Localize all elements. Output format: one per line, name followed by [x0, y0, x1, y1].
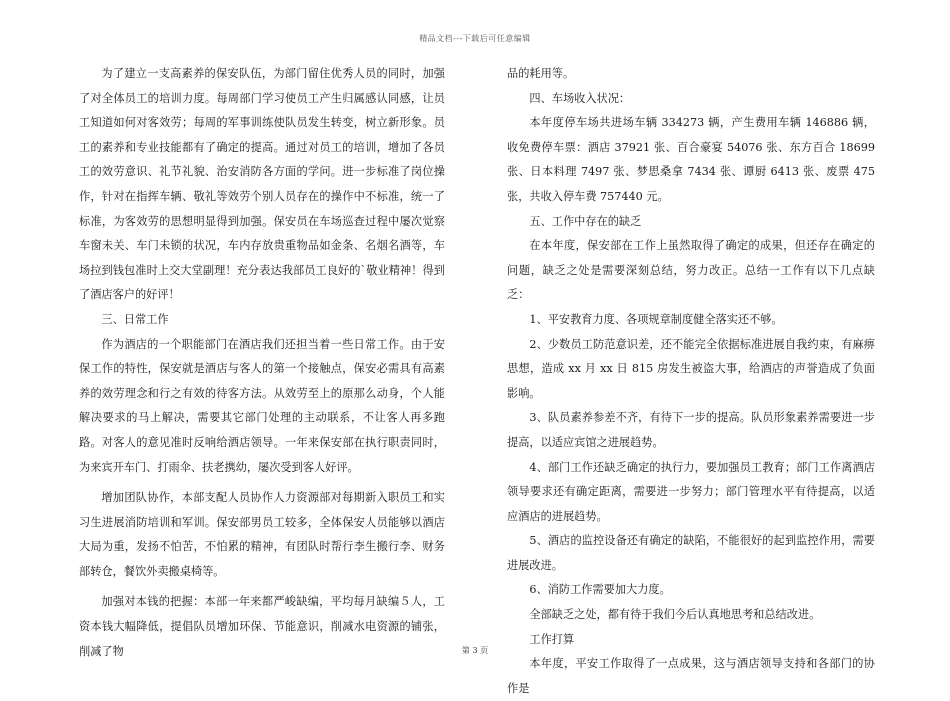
- section-heading: 工作打算: [529, 632, 575, 646]
- paragraph: 为了建立一支高素养的保安队伍，为部门留住优秀人员的同时，加强了对全体员工的培训力度。每周部门学习使员工产生归属感认同感，让员工知道如何对客效劳；每周的军事训练使队员发生转变，树立新形象。员工的素养和专业技能都有了确定的提高。通过对员工的培训，增加了各员工的效劳意识、礼节礼貌、治安消防各方面的学问。进一步标准了岗位操作，针对在指挥车辆、敬礼等效劳个别人员存在的操作中不标准，统一了标准，为客效劳的思想明显得到加强。保安员在车场巡查过程中屡次觉察车窗未关、车门未锁的状况，车内存放贵重物品如金条、名烟名酒等，车场拉到钱包准时上交大堂副理！充分表达我部员工良好的`敬业精神！得到了酒店客户的好评！: [79, 67, 445, 302]
- paragraph: 作为酒店的一个职能部门在酒店我们还担当着一些日常工作。由于安保工作的特性，保安就是酒店与客人的第一个接触点，保安必需具有高素养的效劳理念和行之有效的待客方法。从效劳至上的原那么动身，个人能解决要求的马上解决，需要其它部门处理的主动联系，不让客人再多跑路。对客人的意见准时反响给酒店领导。一年来保安部在执行职责同时，为来宾开车门、打雨伞、扶老携幼，屡次受到客人好评。: [79, 337, 445, 474]
- paragraph: 本年度停车场共进场车辆 334273 辆，产生费用车辆 146886 辆，收免费停车票：酒店 37921 张、百合豪宴 54076 张、东方百合 18699 张、日本料理 7497 张、梦思桑拿 7434 张、谭厨 6413 张、废票 475 张，共收入停车费 757440 元。: [507, 116, 875, 203]
- section-heading: 四、车场收入状况：: [529, 91, 631, 105]
- paragraph: 增加团队协作，本部支配人员协作人力资源部对每期新入职员工和实习生进展消防培训和军训。保安部男员工较多，全体保安人员能够以酒店大局为重，发扬不怕苦，不怕累的精神，有团队时帮行李生搬行李、财务部转仓，餐饮外卖搬桌椅等。: [79, 491, 445, 578]
- list-item: 1、平安教育力度、各项规章制度健全落实还不够。: [529, 312, 783, 326]
- paragraph: 本年度，平安工作取得了一点成果，这与酒店领导支持和各部门的协作是: [507, 657, 875, 695]
- paragraph: 在本年度，保安部在工作上虽然取得了确定的成果，但还存在确定的问题，缺乏之处是需要深刻总结，努力改正。总结一工作有以下几点缺乏：: [507, 239, 875, 302]
- left-column: [79, 62, 445, 664]
- right-column: [507, 62, 875, 701]
- paragraph: 全部缺乏之处，都有待于我们今后认真地思考和总结改进。: [529, 608, 821, 622]
- list-item: 3、队员素养参差不齐，有待下一步的提高。队员形象素养需要进一步提高，以适应宾馆之进展趋势。: [507, 411, 875, 449]
- list-item: 2、少数员工防范意识差，还不能完全依据标准进展自我约束，有麻痹思想，造成 xx 月 xx 日 815 房发生被盗大事，给酒店的声誉造成了负面影响。: [507, 337, 875, 400]
- page-number: 第 3 页: [461, 646, 489, 655]
- paragraph: 加强对本钱的把握：本部一年来都严峻缺编，平均每月缺编５人，工资本钱大幅降低，提倡队员增加环保、节能意识，削减水电资源的铺张，削减了物: [79, 595, 445, 658]
- list-item: 4、部门工作还缺乏确定的执行力，要加强员工教育；部门工作离酒店领导要求还有确定距离，需要进一步努力；部门管理水平有待提高，以适应酒店的进展趋势。: [507, 460, 875, 523]
- list-item: 5、酒店的监控设备还有确定的缺陷，不能很好的起到监控作用，需要进展改进。: [507, 534, 875, 572]
- section-heading: 三、日常工作: [101, 312, 169, 326]
- paragraph: 品的耗用等。: [507, 67, 575, 80]
- section-heading: 五、工作中存在的缺乏: [529, 214, 642, 228]
- page-header: 精品文档---下载后可任意编辑: [419, 34, 531, 43]
- list-item: 6、消防工作需要加大力度。: [529, 583, 671, 597]
